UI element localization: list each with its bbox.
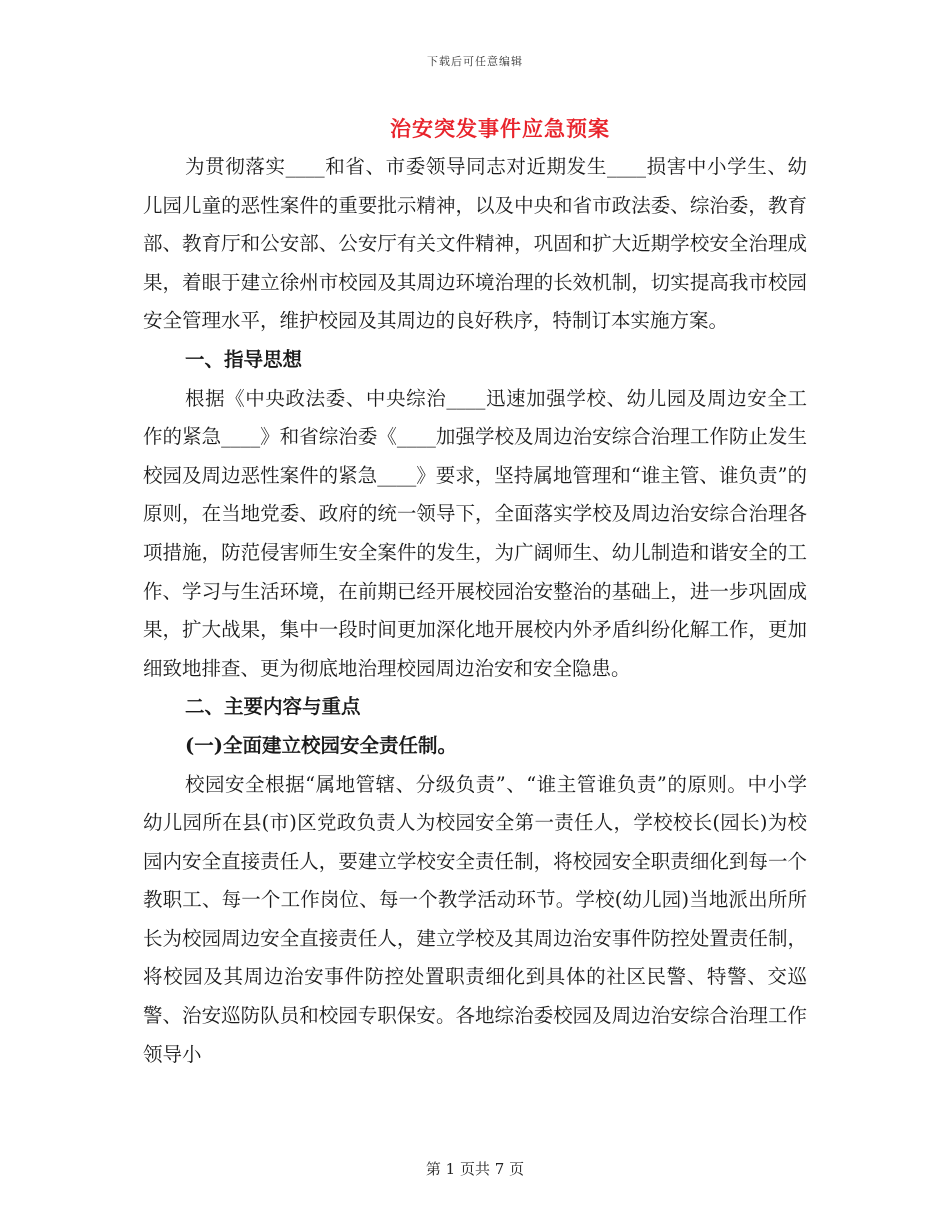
subsection-paragraph-responsibility: 校园安全根据“属地管辖、分级负责”、“谁主管谁负责”的原则。中小学幼儿园所在县(市)区党政负责人为校园安全第一责任人，学校校长(园长)为校园内安全直接责任人，要建立学校安全责任制，将校园安全职责细化到每一个教职工、每一个工作岗位、每一个教学活动环节。学校(幼儿园)当地派出所所长为校园周边安全直接责任人，建立学校及其周边治安事件防控处置责任制，将校园及其周边治安事件防控处置职责细化到具体的社区民警、特警、交巡警、治安巡防队员和校园专职保安。各地综治委校园及周边治安综合治理工作领导小 [143,772,807,1066]
section-paragraph-guiding-thought: 根据《中央政法委、中央综治____迅速加强学校、幼儿园及周边安全工作的紧急____》和省综治委《____加强学校及周边治安综合治理工作防止发生校园及周边恶性案件的紧急____》要求，坚持属地管理和“谁主管、谁负责”的原则，在当地党委、政府的统一领导下，全面落实学校及周边治安综合治理各项措施，防范侵害师生安全案件的发生，为广阔师生、幼儿制造和谐安全的工作、学习与生活环境，在前期已经开展校园治安整治的基础上，进一步巩固成果，扩大战果，集中一段时间更加深化地开展校内外矛盾纠纷化解工作，更加细致地排查、更为彻底地治理校园周边治安和安全隐患。 [143,386,807,680]
document-title: 治安突发事件应急预案 [390,116,610,141]
document-body [143,148,807,1074]
section-heading-main-content: 二、主要内容与重点 [185,695,361,719]
section-heading-guiding-thought: 一、指导思想 [185,347,303,371]
subsection-heading-responsibility: (一)全面建立校园安全责任制。 [185,733,457,757]
page-number: 第 1 页共 7 页 [425,1160,525,1178]
intro-paragraph: 为贯彻落实____和省、市委领导同志对近期发生____损害中小学生、幼儿园儿童的恶性案件的重要批示精神，以及中央和省市政法委、综治委，教育部、教育厅和公安部、公安厅有关文件精神，巩固和扩大近期学校安全治理成果，着眼于建立徐州市校园及其周边环境治理的长效机制，切实提高我市校园安全管理水平，维护校园及其周边的良好秩序，特制订本实施方案。 [143,155,807,333]
header-note: 下载后可任意编辑 [427,55,523,68]
